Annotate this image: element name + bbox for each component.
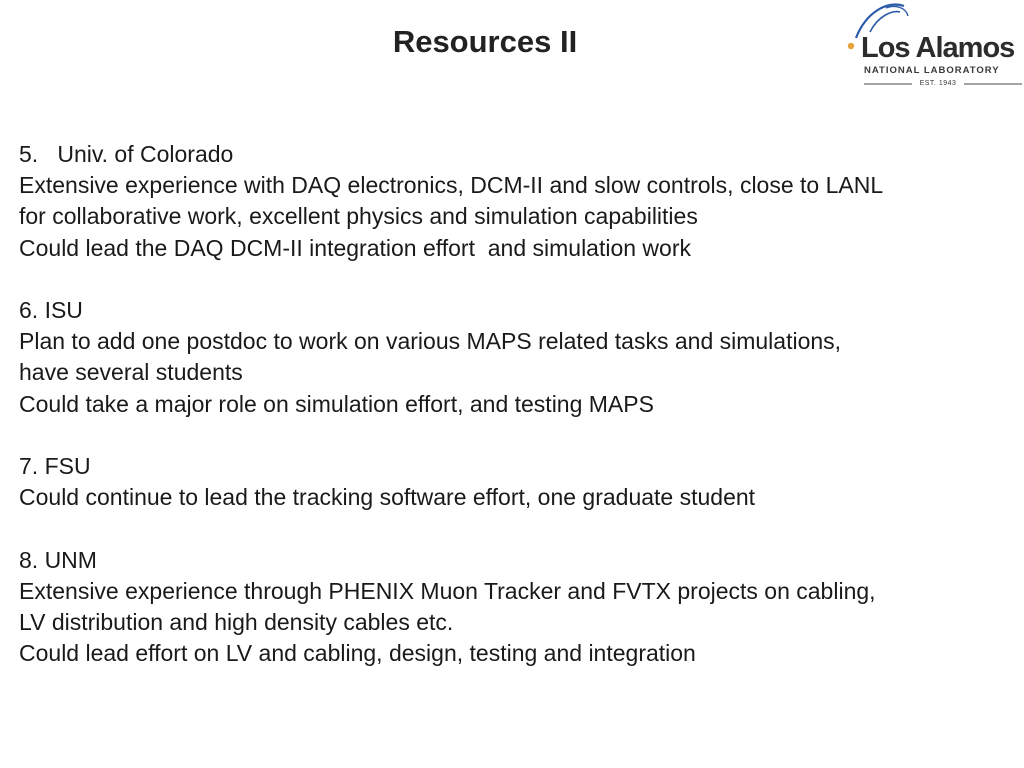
logo-name: Los Alamos	[861, 32, 1015, 64]
section-line: Could take a major role on simulation effort, and testing MAPS	[19, 390, 654, 417]
lanl-logo	[826, 2, 1024, 94]
section-unm	[19, 545, 1009, 670]
section-colorado	[19, 139, 1009, 264]
section-heading: 5. Univ. of Colorado	[19, 141, 234, 167]
logo-subtitle: NATIONAL LABORATORY	[864, 65, 1000, 76]
logo-established: EST. 1943	[919, 80, 957, 87]
section-line: Could continue to lead the tracking software effort, one graduate student	[19, 484, 756, 511]
section-line: LV distribution and high density cables etc.	[19, 609, 454, 635]
section-line: Could lead effort on LV and cabling, design, testing and integration	[19, 640, 696, 667]
section-line: Extensive experience with DAQ electronics, DCM-II and slow controls, close to LANL	[19, 172, 884, 199]
section-line: have several students	[19, 359, 243, 386]
section-line: Could lead the DAQ DCM-II integration effort and simulation work	[19, 234, 691, 261]
section-isu	[19, 295, 1009, 420]
section-line: for collaborative work, excellent physics and simulation capabilities	[19, 203, 698, 230]
section-heading: 6. ISU	[19, 297, 83, 323]
page-title: Resources II	[392, 24, 578, 59]
section-line: Extensive experience through PHENIX Muon Tracker and FVTX projects on cabling,	[19, 577, 876, 604]
slide-body	[19, 139, 1009, 701]
section-fsu	[19, 451, 1009, 513]
section-heading: 8. UNM	[19, 546, 97, 573]
section-line: Plan to add one postdoc to work on various MAPS related tasks and simulations,	[19, 328, 842, 355]
section-heading: 7. FSU	[19, 453, 91, 479]
